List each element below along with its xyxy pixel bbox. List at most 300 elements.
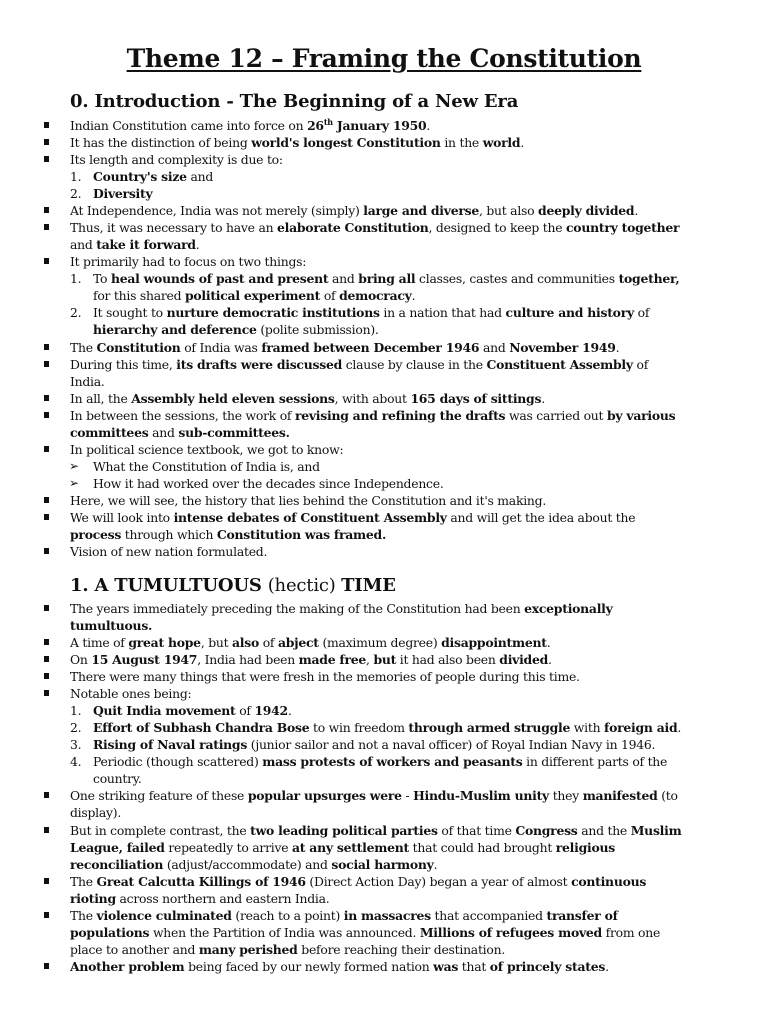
line-text-run: for this shared [93,288,185,304]
line-text [70,856,437,873]
text-line [0,492,768,509]
square-bullet-icon [44,156,49,162]
square-bullet-icon [44,361,49,367]
line-text [70,356,648,373]
line-text-run: , India had been [197,652,299,668]
line-bold-run: take it forward [96,237,196,253]
line-bold-run: th [323,117,333,127]
line-text-run: place to another and [70,941,199,957]
line-text-run: The years immediately preceding the making of the Constitution had been [70,601,525,616]
line-text-run: There were many things that were fresh in the memories of people during this time. [70,669,580,685]
line-bold-run: violence culminated [96,907,232,923]
text-line [0,117,768,134]
line-text [93,270,679,287]
line-text-run: . [433,856,438,872]
heading-text: 1. A TUMULTUOUS [70,575,268,596]
line-text-run: Thus, it was necessary to have an [70,220,278,236]
line-bold-run: in massacres [343,907,431,923]
square-bullet-icon [44,827,49,833]
line-text [70,804,121,821]
line-bold-run: League, failed [70,839,165,855]
square-bullet-icon [44,792,49,798]
line-bold-run: tumultuous. [70,618,153,634]
heading-text: TIME [341,575,396,596]
line-text-run: across northern and eastern India. [115,890,330,906]
line-bold-run: rioting [70,890,116,906]
line-text-run: . [548,652,552,668]
line-text-run: classes, castes and communities [415,271,619,287]
text-line [0,668,768,685]
text-line [0,407,768,424]
line-text-run: was carried out [505,407,607,423]
text-line [0,509,768,526]
line-text [93,185,152,202]
line-bold-run: social harmony [331,856,434,872]
line-bold-run: heal wounds of past and present [110,271,329,287]
line-bold-run: Constituent Assembly [486,356,633,372]
line-text [70,424,290,441]
text-line [0,822,768,839]
line-bold-run: culture and history [505,305,634,321]
line-text-run: Vision of new nation formulated. [70,544,268,559]
text-line [0,856,768,873]
text-line [0,202,768,219]
square-bullet-icon [44,912,49,918]
line-bold-run: by various [606,407,676,423]
line-text [70,873,646,890]
text-line [0,907,768,924]
line-text-run: , designed to keep the [428,220,567,236]
text-line [0,600,768,617]
line-bold-run: Quit India movement [93,703,236,719]
line-text-run: of [632,356,649,372]
line-text-run: they [549,788,583,804]
line-text [70,236,200,253]
line-text-run: Periodic (though scattered) [93,754,263,770]
line-bold-run: bring all [358,271,416,287]
line-bold-run: 165 days of sittings [410,390,542,406]
line-text [93,458,320,475]
line-text [70,390,545,407]
line-text-run: and will get the idea about the [446,509,636,525]
line-text-run: . [520,135,525,151]
line-text-run: in a nation that had [379,305,506,321]
line-text-run: . [615,339,620,355]
line-text-run: The [70,907,97,923]
line-bold-run: Great Calcutta Killings of 1946 [96,873,306,889]
line-text-run: Here, we will see, the history that lies behind the Constitution and it's making. [70,492,547,508]
line-text-run: One striking feature of these [70,788,248,804]
square-bullet-icon [44,690,49,696]
text-line [0,304,768,321]
line-text-run: (junior sailor and not a naval officer) of Royal Indian Navy in 1946. [247,737,656,753]
line-text-run: , but [200,635,233,651]
line-bold-run: continuous [571,873,647,889]
line-text [70,890,329,907]
line-text-run: in the [440,135,483,151]
line-bold-run: reconciliation [70,856,164,872]
line-text-run: display). [70,805,122,821]
line-text [93,304,649,321]
text-line [0,219,768,236]
line-text [93,770,142,787]
line-bold-run: many perished [198,941,298,957]
line-bold-run: Congress [515,822,578,838]
line-text [93,321,379,338]
square-bullet-icon [44,122,49,128]
section-heading [70,91,518,112]
line-bold-run: disappointment [441,635,547,651]
square-bullet-icon [44,514,49,520]
square-bullet-icon [44,639,49,645]
arrow-bullet-icon: ➢ [69,475,79,490]
text-line [0,702,768,719]
line-text-run: , but also [478,203,539,219]
line-bold-run: but [373,652,397,668]
line-bold-run: January 1950 [332,118,427,133]
list-number: 3. [70,737,82,753]
line-bold-run: 1942 [254,703,288,719]
text-line [0,890,768,907]
line-text [70,907,618,924]
heading-text: 0. Introduction - The Beginning of a New Era [70,91,519,112]
text-line [0,958,768,975]
line-bold-run: exceptionally [524,601,613,616]
text-line [0,543,768,560]
line-text [93,753,667,770]
line-text-run: when the Partition of India was announced. [149,924,420,940]
text-line [0,168,768,185]
line-bold-run: hierarchy and deference [93,322,257,338]
square-bullet-icon [44,207,49,213]
line-text [70,492,546,509]
line-text-run: (polite submission). [256,322,379,338]
square-bullet-icon [44,139,49,145]
square-bullet-icon [44,497,49,503]
line-text-run: How it had worked over the decades since Independence. [93,475,444,491]
line-text-run: and [70,237,97,253]
line-bold-run: world [482,135,521,151]
line-text-run: being faced by our newly formed nation [184,958,434,974]
line-text-run: It has the distinction of being [70,135,252,151]
line-text-run: We will look into [70,509,174,525]
square-bullet-icon [44,548,49,554]
line-text [70,822,681,839]
line-bold-run: was [433,958,459,974]
line-bold-run: Muslim [630,822,682,838]
text-line [0,424,768,441]
text-line [0,770,768,787]
line-bold-run: process [70,526,122,542]
line-bold-run: of princely states [489,958,606,974]
line-text [93,475,444,492]
text-line [0,685,768,702]
text-line [0,617,768,634]
text-line [0,634,768,651]
line-text [70,339,619,356]
line-text-run: It sought to [93,305,167,321]
list-number: 2. [70,305,82,321]
text-line [0,390,768,407]
line-text [70,651,552,668]
list-number: 1. [70,703,82,719]
line-text-run: and [186,169,214,185]
square-bullet-icon [44,224,49,230]
text-line [0,941,768,958]
line-bold-run: Constitution [96,339,181,355]
line-text-run: At Independence, India was not merely (simply) [70,203,364,219]
line-text-run: of [259,635,278,651]
line-text-run: repeatedly to arrive [164,839,292,855]
line-text-run: country. [93,771,142,787]
line-text-run: , with about [334,390,411,406]
line-text-run: it had also been [396,652,500,668]
line-text-run: In all, the [70,390,132,406]
square-bullet-icon [44,344,49,350]
line-text-run: . [634,203,639,219]
line-bold-run: Millions of refugees moved [419,924,602,940]
line-text [93,702,292,719]
line-bold-run: religious [555,839,615,855]
square-bullet-icon [44,412,49,418]
line-text-run: and [479,339,510,355]
line-text [70,117,430,134]
line-bold-run: November 1949 [509,339,616,355]
line-text [70,634,550,651]
line-bold-run: democracy [339,288,412,304]
line-text [70,373,105,390]
line-text-run: . [605,958,609,974]
line-text [70,617,152,634]
text-line [0,373,768,390]
line-bold-run: its drafts were discussed [176,356,342,372]
line-text [70,441,343,458]
text-line [0,185,768,202]
square-bullet-icon [44,258,49,264]
line-text [70,839,615,856]
line-text-run: The [70,339,97,355]
line-text-run: clause by clause in the [342,356,487,372]
text-line [0,753,768,770]
line-bold-run: 26 [307,118,324,133]
line-text-run: In political science textbook, we got to know: [70,441,344,457]
text-line [0,924,768,941]
text-line [0,236,768,253]
line-text-run: . [287,703,292,719]
arrow-bullet-icon: ➢ [69,458,79,473]
line-text-run: that could had brought [408,839,556,855]
line-bold-run: world's longest Constitution [251,135,441,151]
line-text-run: Its length and complexity is due to: [70,152,283,168]
square-bullet-icon [44,446,49,452]
line-text-run: . [411,288,416,304]
line-text [70,407,675,424]
text-line [0,873,768,890]
text-line [0,804,768,821]
line-text [70,253,306,270]
line-text-run: that accompanied [430,907,547,923]
square-bullet-icon [44,395,49,401]
line-text-run: (adjust/accommodate) and [163,856,332,872]
line-text [93,736,655,753]
text-line [0,475,768,492]
line-bold-run: Rising of Naval ratings [93,737,248,753]
text-line [0,270,768,287]
line-bold-run: large and diverse [363,203,479,219]
line-text-run: . [677,720,682,736]
line-text-run: It primarily had to focus on two things: [70,254,307,270]
line-bold-run: Assembly held eleven sessions [131,390,335,406]
line-text [70,526,386,543]
line-bold-run: Country's size [93,169,187,185]
line-text-run: But in complete contrast, the [70,822,251,838]
line-text [70,134,524,151]
line-text-run: through which [121,526,217,542]
line-text-run: (reach to a point) [231,907,344,923]
line-bold-run: Diversity [93,186,153,202]
line-text-run: (to [657,788,678,804]
text-line [0,736,768,753]
line-text-run: with [570,720,605,736]
section-heading [70,575,396,596]
line-text [93,719,681,736]
line-bold-run: also [232,635,260,651]
line-text-run: and the [577,822,631,838]
line-text [70,787,678,804]
line-text-run: (maximum degree) [318,635,442,651]
line-text-run: On [70,652,92,668]
line-text-run: , [366,652,374,668]
line-bold-run: through armed struggle [408,720,571,736]
text-line [0,134,768,151]
line-text-run: . [195,237,200,253]
line-text-run: in different parts of the [522,754,668,770]
square-bullet-icon [44,963,49,969]
text-line [0,321,768,338]
line-text-run: that [458,958,490,974]
line-bold-run: together, [618,271,680,287]
square-bullet-icon [44,878,49,884]
text-line [0,651,768,668]
line-bold-run: abject [277,635,319,651]
line-text-run: and [148,424,179,440]
line-text-run: - [401,788,414,804]
list-number: 1. [70,169,82,185]
list-number: 4. [70,754,82,770]
text-line [0,356,768,373]
line-bold-run: mass protests of workers and peasants [262,754,523,770]
heading-text: (hectic) [267,575,342,596]
text-line [0,458,768,475]
line-bold-run: made free [298,652,367,668]
line-text [70,509,635,526]
line-text [70,600,613,617]
text-line [0,339,768,356]
line-bold-run: popular upsurges were [247,788,402,804]
line-text [70,668,580,685]
line-bold-run: Effort of Subhash Chandra Bose [93,720,310,736]
line-text [70,151,283,168]
line-bold-run: Hindu-Muslim unity [413,788,550,804]
page-title: Theme 12 – Framing the Constitution [126,44,642,73]
line-text-run: Notable ones being: [70,686,192,702]
line-text-run: The [70,873,97,889]
line-text-run: . [546,635,551,651]
line-text-run: India. [70,373,105,389]
line-text [70,924,660,941]
line-bold-run: Another problem [70,958,185,974]
line-text-run: of [235,703,255,719]
line-bold-run: elaborate Constitution [277,220,429,236]
text-line [0,151,768,168]
line-text-run: before reaching their destination. [297,941,506,957]
line-bold-run: intense debates of Constituent Assembly [173,509,447,525]
square-bullet-icon [44,673,49,679]
line-bold-run: 15 August 1947 [91,652,198,668]
line-text-run: Indian Constitution came into force on [70,118,308,133]
square-bullet-icon [44,656,49,662]
text-line [0,839,768,856]
line-text-run: What the Constitution of India is, and [93,458,320,474]
line-text [70,941,505,958]
line-text [70,958,609,975]
line-bold-run: two leading political parties [250,822,438,838]
text-line [0,287,768,304]
line-bold-run: country together [566,220,680,236]
line-bold-run: Constitution was framed. [216,526,387,542]
line-text [93,168,213,185]
line-bold-run: sub-committees. [178,424,290,440]
line-bold-run: political experiment [184,288,321,304]
list-number: 2. [70,186,82,202]
line-text-run: and [328,271,359,287]
line-text [70,543,267,560]
square-bullet-icon [44,605,49,611]
text-line [0,787,768,804]
text-line [0,253,768,270]
line-text-run: to win freedom [309,720,409,736]
line-text-run: from one [601,924,661,940]
line-text-run: of that time [437,822,516,838]
line-text [70,685,191,702]
line-bold-run: divided [499,652,549,668]
text-line [0,526,768,543]
line-text-run: of India was [180,339,262,355]
line-bold-run: committees [70,424,149,440]
list-number: 1. [70,271,82,287]
line-text [70,219,679,236]
line-bold-run: populations [70,924,150,940]
text-line [0,719,768,736]
list-number: 2. [70,720,82,736]
line-bold-run: at any settlement [291,839,409,855]
line-bold-run: foreign aid [604,720,678,736]
line-text-run: In between the sessions, the work of [70,407,295,423]
line-bold-run: framed between December 1946 [261,339,480,355]
line-text-run: To [93,271,111,287]
text-line [0,441,768,458]
line-text-run: (Direct Action Day) began a year of almost [305,873,572,889]
line-bold-run: deeply divided [538,203,635,219]
line-text-run: of [320,288,340,304]
line-bold-run: nurture democratic institutions [166,305,380,321]
line-bold-run: transfer of [546,907,618,923]
line-bold-run: revising and refining the drafts [294,407,506,423]
line-bold-run: great hope [128,635,201,651]
line-text-run: . [541,390,545,406]
line-text [93,287,415,304]
line-text [70,202,638,219]
